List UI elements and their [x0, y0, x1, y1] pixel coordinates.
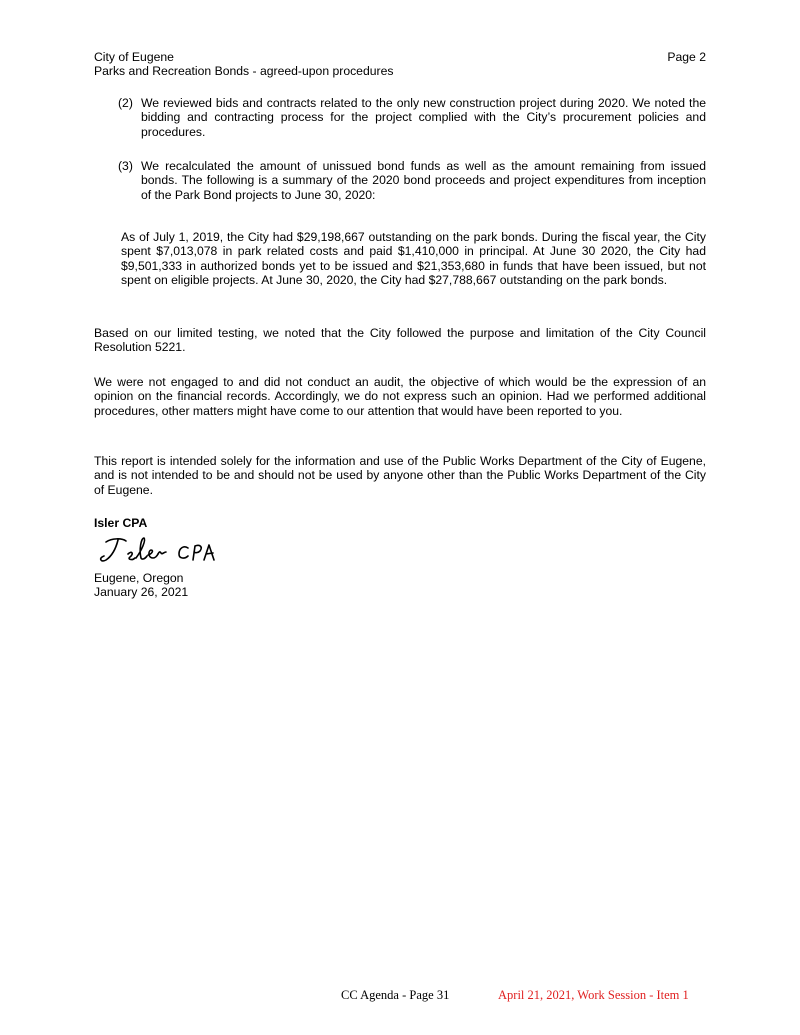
header-org: City of Eugene: [94, 50, 174, 64]
item-number: (3): [118, 159, 133, 173]
item-text: We reviewed bids and contracts related to the only new construction project during 2020. We noted the bidding and contracting process for the project complied with the City’s procurement policies and procedures.: [141, 96, 706, 139]
procedure-item-2: [118, 96, 706, 139]
footer-session-item: April 21, 2021, Work Session - Item 1: [498, 988, 689, 1002]
header-page-number: Page 2: [667, 50, 706, 64]
limited-testing-paragraph: Based on our limited testing, we noted that the City followed the purpose and limitation of the City Council Resolution 5221.: [94, 326, 706, 355]
handwritten-signature: [96, 532, 226, 568]
footer-agenda-page: CC Agenda - Page 31: [341, 988, 450, 1002]
header-subtitle: Parks and Recreation Bonds - agreed-upon procedures: [94, 64, 394, 79]
item-text: We recalculated the amount of unissued bond funds as well as the amount remaining from issued bonds. The following is a summary of the 2020 bond proceeds and project expenditures from inception of the Park Bond projects to June 30, 2020:: [141, 159, 706, 202]
signoff-location: Eugene, Oregon: [94, 571, 184, 585]
procedure-item-3: [118, 159, 706, 202]
page-header: [94, 50, 706, 79]
bond-summary-paragraph: As of July 1, 2019, the City had $29,198,667 outstanding on the park bonds. During the fiscal year, the City spent $7,013,078 in park related costs and paid $1,410,000 in principal. At June 30 2020, the City had $9,501,333 in authorized bonds yet to be issued and $21,353,680 in funds that have been issued, but not spent on eligible projects. At June 30, 2020, the City had $27,788,667 outstanding on the park bonds.: [121, 230, 706, 288]
item-number: (2): [118, 96, 133, 110]
signoff-date: January 26, 2021: [94, 585, 189, 599]
firm-name: Isler CPA: [94, 516, 148, 530]
not-engaged-paragraph: We were not engaged to and did not conduct an audit, the objective of which would be the expression of an opinion on the financial records. Accordingly, we do not express such an opinion. Had we performed additional procedures, other matters might have come to our attention that would have been reported to you.: [94, 375, 706, 418]
intended-use-paragraph: This report is intended solely for the information and use of the Public Works Department of the City of Eugene, and is not intended to be and should not be used by anyone other than the Public Works Department of the City of Eugene.: [94, 454, 706, 497]
